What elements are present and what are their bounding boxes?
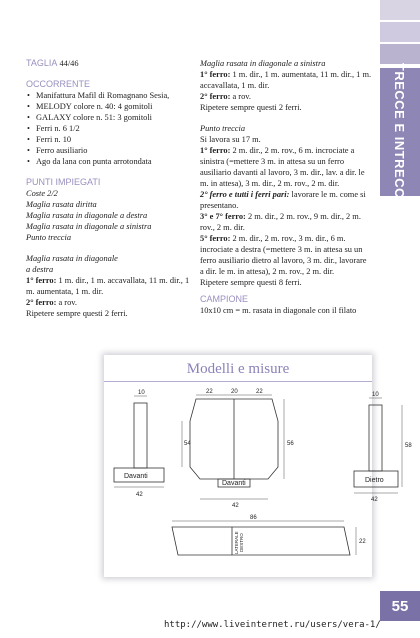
cable-stitch-intro: Si lavora su 17 m. xyxy=(200,135,261,144)
diagram-title: Modelli e misure xyxy=(186,361,290,377)
dim-label: 22 xyxy=(359,539,366,545)
dim-label: 20 xyxy=(231,389,238,395)
section-tab xyxy=(380,0,420,20)
dim-label: 54 xyxy=(184,441,191,447)
repeat-note: Ripetere sempre questi 8 ferri. xyxy=(200,278,302,287)
pattern-diagram xyxy=(104,355,412,577)
dim-label: 22 xyxy=(206,389,213,395)
front-label: Davanti xyxy=(124,473,148,480)
row-instruction: 1° ferro: 1 m. dir., 1 m. aumentata, 11 m. dir., 1 m. accavallata, 1 m. dir. xyxy=(200,70,372,90)
diagonal-right-title-2: a destra xyxy=(26,265,54,274)
side-label: LATERALE xyxy=(234,531,239,554)
diagonal-right-title: Maglia rasata in diagonale xyxy=(26,254,118,263)
schematic-svg xyxy=(104,355,412,577)
row-instruction: 2° ferro: a rov. xyxy=(26,298,78,307)
cable-stitch-title: Punto treccia xyxy=(200,124,246,133)
section-label: TRECCE E INTRECCI xyxy=(392,62,408,202)
materials-list xyxy=(26,90,192,167)
row-instruction: 2° ferro e tutti i ferri pari: lavorare le m. come si presentano. xyxy=(200,190,366,210)
stitch-item: Coste 2/2 xyxy=(26,189,58,198)
list-item: • Ferri n. 10 xyxy=(36,134,192,145)
size-heading: TAGLIA xyxy=(26,58,58,68)
list-item: • Manifattura Mafil di Romagnano Sesia, xyxy=(36,90,192,101)
dim-label: 86 xyxy=(250,515,257,521)
dim-label: 58 xyxy=(405,443,412,449)
section-tab xyxy=(380,22,420,42)
section-tab xyxy=(380,44,420,64)
right-column xyxy=(200,58,372,316)
stitch-item: Maglia rasata in diagonale a destra xyxy=(26,211,148,220)
gauge-heading: CAMPIONE xyxy=(200,294,249,304)
left-column xyxy=(26,58,192,319)
front-strap-shape xyxy=(134,403,147,468)
stitch-item: Punto treccia xyxy=(26,233,72,242)
dim-label: 42 xyxy=(371,497,378,503)
dim-label: 42 xyxy=(136,492,143,498)
list-item: • Ferro ausiliario xyxy=(36,145,192,156)
stitch-item: Maglia rasata diritta xyxy=(26,200,97,209)
source-url: http://www.liveinternet.ru/users/vera-1/ xyxy=(164,620,381,630)
gauge-text: 10x10 cm = m. rasata in diagonale con il filato xyxy=(200,306,357,315)
back-label: Dietro xyxy=(365,477,384,484)
side-strip-shape xyxy=(172,527,350,555)
section-label-tab xyxy=(380,62,420,202)
list-item: • GALAXY colore n. 51: 3 gomitoli xyxy=(36,112,192,123)
section-tabs xyxy=(380,0,420,66)
row-instruction: 5° ferro: 2 m. dir., 2 m. rov., 3 m. dir., 6 m. incrociate a destra (=mettere 3 m. in attesa su un ferro ausiliario dietro al lavoro, 3 m. dir., lavorare a dir. le m. in attesa), 2 m. rov., 2 m. dir. xyxy=(200,234,367,276)
side-label-2: DESTRO xyxy=(239,533,244,552)
list-item: • Ferri n. 6 1/2 xyxy=(36,123,192,134)
repeat-note: Ripetere sempre questi 2 ferri. xyxy=(200,103,302,112)
dim-label: 56 xyxy=(287,441,294,447)
row-instruction: 2° ferro: a rov. xyxy=(200,92,252,101)
dim-label: 10 xyxy=(138,390,145,396)
size-line xyxy=(26,58,192,69)
dim-label: 22 xyxy=(256,389,263,395)
stitch-item: Maglia rasata in diagonale a sinistra xyxy=(26,222,152,231)
stitches-heading: PUNTI IMPIEGATI xyxy=(26,177,101,187)
diagonal-left-title: Maglia rasata in diagonale a sinistra xyxy=(200,59,326,68)
size-value: 44/46 xyxy=(59,59,79,68)
dim-label: 10 xyxy=(372,392,379,398)
list-item: • Ago da lana con punta arrotondata xyxy=(36,156,192,167)
row-instruction: 3° e 7° ferro: 2 m. dir., 2 m. rov., 9 m. dir., 2 m. rov., 2 m. dir. xyxy=(200,212,361,232)
row-instruction: 1° ferro: 2 m. dir., 2 m. rov., 6 m. incrociate a sinistra (=mettere 3 m. in attesa su un ferro ausiliario davanti al lavoro, 3 m. dir., lav. a dir. le m. in attesa), 3 m. dir., 2 m. rov., 2 m. dir. xyxy=(200,146,365,188)
front-label-center: Davanti xyxy=(222,480,246,487)
row-instruction: 1° ferro: 1 m. dir., 1 m. accavallata, 11 m. dir., 1 m. aumentata, 1 m. dir. xyxy=(26,276,190,296)
list-item: • MELODY colore n. 40: 4 gomitoli xyxy=(36,101,192,112)
back-strap-shape xyxy=(369,405,382,471)
repeat-note: Ripetere sempre questi 2 ferri. xyxy=(26,309,128,318)
page-number: 55 xyxy=(380,591,420,621)
dim-label: 42 xyxy=(232,503,239,509)
materials-heading: OCCORRENTE xyxy=(26,79,91,89)
